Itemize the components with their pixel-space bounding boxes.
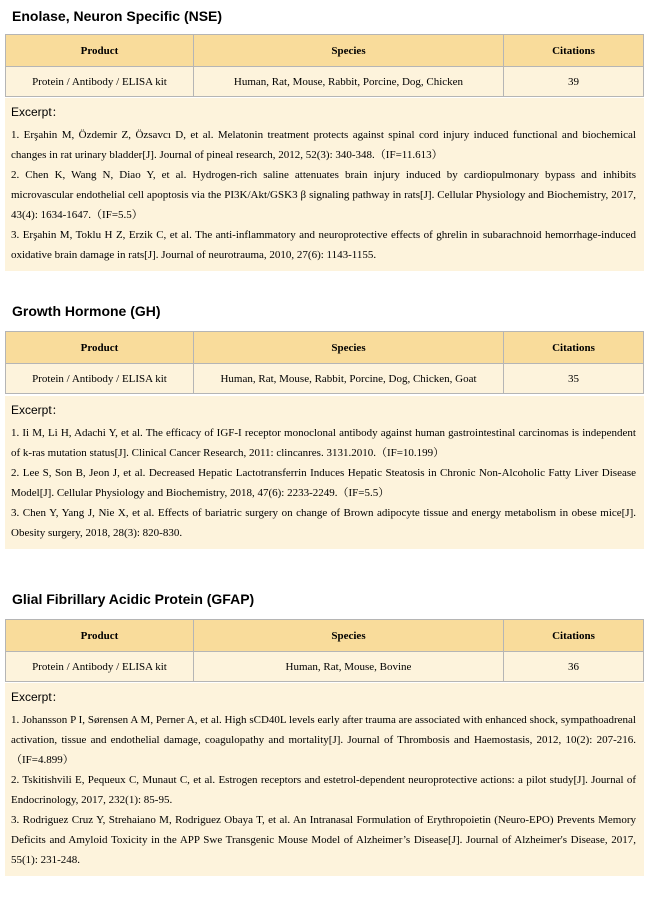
section-title: Glial Fibrillary Acidic Protein (GFAP) — [12, 591, 255, 607]
reference-item: 3. Erşahin M, Toklu H Z, Erzik C, et al. The anti-inflammatory and neuroprotective effects of ghrelin in subarachnoid hemorrhage-induced oxidative brain damage in rats[J]. Journal of neurotrauma, 2010, 27(6): 1143-1155. — [11, 229, 636, 261]
excerpt-box — [5, 396, 644, 549]
section-title: Growth Hormone (GH) — [12, 303, 161, 319]
reference-item: 2. Tskitishvili E, Pequeux C, Munaut C, et al. Estrogen receptors and estetrol-dependent neuroprotective actions: a pilot study[J]. Journal of Endocrinology, 2017, 232(1): 85-95. — [11, 774, 636, 806]
excerpt-box — [5, 98, 644, 271]
species-cell: Human, Rat, Mouse, Rabbit, Porcine, Dog, Chicken — [194, 67, 504, 97]
reference-item: 3. Rodriguez Cruz Y, Strehaiano M, Rodriguez Obaya T, et al. An Intranasal Formulation of Erythropoietin (Neuro-EPO) Prevents Memory Deficits and Amyloid Toxicity in the APP Swe Transgenic Mouse Model of Alzheimer’s Disease[J]. Journal of Alzheimer's Disease, 2017, 55(1): 231-248. — [11, 814, 636, 866]
table-row — [6, 652, 644, 682]
header-species: Species — [194, 35, 504, 67]
reference-item: 1. Erşahin M, Özdemir Z, Özsavcı D, et al. Melatonin treatment protects against spinal cord injury induced functional and biochemical changes in rat urinary bladder[J]. Journal of pineal research, 2012, 52(3): 340-348.（IF=11.613） — [11, 129, 636, 161]
excerpt-label: Excerpt： — [11, 690, 64, 704]
reference-item: 2. Chen K, Wang N, Diao Y, et al. Hydrogen-rich saline attenuates brain injury induced by cardiopulmonary bypass and inhibits microvascular endothelial cell apoptosis via the PI3K/Akt/GSK3 β signaling pathway in rats[J]. Cellular Physiology and Biochemistry, 2017, 43(4): 1634-1647.（IF=5.5） — [11, 169, 636, 221]
header-citations: Citations — [504, 620, 644, 652]
table-row — [6, 67, 644, 97]
species-cell: Human, Rat, Mouse, Bovine — [194, 652, 504, 682]
header-citations: Citations — [504, 332, 644, 364]
citations-cell: 39 — [504, 67, 644, 97]
excerpt-label: Excerpt： — [11, 403, 64, 417]
header-product: Product — [6, 620, 194, 652]
table-row — [6, 364, 644, 394]
reference-item: 2. Lee S, Son B, Jeon J, et al. Decreased Hepatic Lactotransferrin Induces Hepatic Steatosis in Chronic Non-Alcoholic Fatty Liver Disease Model[J]. Cellular Physiology and Biochemistry, 2018, 47(6): 2233-2249.（IF=5.5） — [11, 467, 636, 499]
reference-item: 1. Ii M, Li H, Adachi Y, et al. The efficacy of IGF-I receptor monoclonal antibody against human gastrointestinal carcinomas is independent of k-ras mutation status[J]. Clinical Cancer Research, 2011: clincanres. 3131.2010.（IF=10.199） — [11, 427, 636, 459]
reference-item: 1. Johansson P I, Sørensen A M, Perner A, et al. High sCD40L levels early after trauma are associated with enhanced shock, sympathoadrenal activation, tissue and endothelial damage, coagulopathy and mortality[J]. Journal of Thrombosis and Haemostasis, 2012, 10(2): 207-216.（IF=4.899） — [11, 714, 636, 766]
product-cell: Protein / Antibody / ELISA kit — [6, 364, 194, 394]
header-product: Product — [6, 332, 194, 364]
product-table — [5, 34, 644, 97]
reference-item: 3. Chen Y, Yang J, Nie X, et al. Effects of bariatric surgery on change of Brown adipocyte tissue and energy metabolism in obese mice[J]. Obesity surgery, 2018, 28(3): 820-830. — [11, 507, 636, 539]
header-species: Species — [194, 332, 504, 364]
header-citations: Citations — [504, 35, 644, 67]
product-cell: Protein / Antibody / ELISA kit — [6, 652, 194, 682]
header-product: Product — [6, 35, 194, 67]
product-table — [5, 331, 644, 394]
excerpt-box — [5, 683, 644, 876]
species-cell: Human, Rat, Mouse, Rabbit, Porcine, Dog, Chicken, Goat — [194, 364, 504, 394]
citations-cell: 35 — [504, 364, 644, 394]
product-table — [5, 619, 644, 682]
citations-cell: 36 — [504, 652, 644, 682]
product-cell: Protein / Antibody / ELISA kit — [6, 67, 194, 97]
excerpt-label: Excerpt： — [11, 105, 64, 119]
header-species: Species — [194, 620, 504, 652]
section-title: Enolase, Neuron Specific (NSE) — [12, 8, 223, 24]
